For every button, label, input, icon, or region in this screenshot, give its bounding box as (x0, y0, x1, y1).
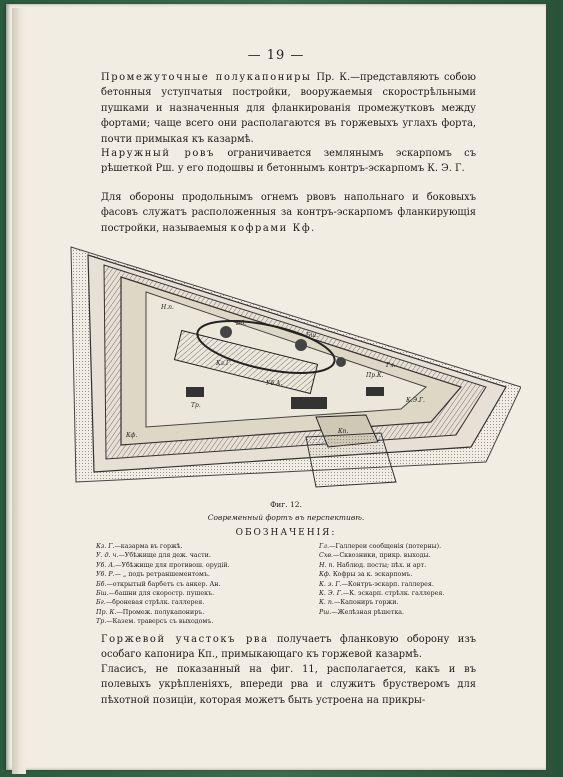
book-page (6, 4, 546, 770)
legend-abbr: Рш. (319, 608, 332, 616)
figure-subtitle: Современный фортъ въ перспективѣ. (207, 513, 365, 522)
legend-item (319, 570, 499, 579)
legend-text: — „ подъ ретраншементомъ. (114, 571, 210, 579)
legend-abbr: К. Э. Г. (319, 590, 343, 598)
figure-label: Уб.А. (266, 380, 283, 387)
legend-abbr: Гл. (319, 543, 330, 550)
legend-item (96, 589, 296, 598)
legend-text: —Казем. траверсъ съ выходомъ. (106, 618, 214, 626)
paragraph-flank-defense (101, 190, 476, 236)
paragraph-semi-caponiers-text: Пр. К.—представляють собою бетонныя уступчатыя постройки, вооружаемыя скорострѣльными пушками и назначенныя для фланкированія промежутковъ между фортами; чаще всего они располагаются въ горжевыхъ углахъ форта, почти примыкая къ казармѣ. (101, 72, 476, 145)
legend-left-column (96, 542, 296, 627)
term-semi-caponiers: Промежуточные полукапониры (101, 72, 312, 83)
figure-label: Бб. (236, 320, 246, 327)
legend-abbr: У. д. ч. (96, 552, 119, 560)
paragraph-outer-ditch (101, 146, 476, 177)
legend-right-column (319, 542, 499, 617)
legend-abbr: Н. п. (319, 561, 335, 569)
term-gorge-ditch: Горжевой участокъ рва (101, 634, 269, 645)
legend-abbr: Уб. Р. (96, 571, 115, 579)
legend-text: —Сквозники, прикр. выходы. (333, 552, 431, 560)
figure-label: Бш. (306, 332, 318, 339)
legend-abbr: К. п. (319, 599, 334, 607)
legend-abbr: Бш. (96, 590, 109, 598)
legend-text: —Убѣжище для противош. орудій. (115, 561, 230, 569)
figure-label: Кф. (126, 432, 138, 439)
legend-text: —Галлереи сообщенія (потерны). (329, 543, 442, 550)
turret-shape (295, 339, 307, 351)
legend-item (96, 542, 296, 551)
legend-item (319, 580, 499, 589)
legend-item (319, 561, 499, 570)
figure-label: Кз.Г. (216, 360, 232, 367)
paragraph-semi-caponiers (101, 70, 476, 147)
turret-shape (220, 326, 232, 338)
paragraph-outer-ditch-text: ограничивается землянымъ эскарпомъ съ рѣшеткой Рш. у его подошвы и бетоннымъ контръ-эскарпомъ К. Э. Г. (101, 148, 476, 175)
legend-item (96, 570, 296, 579)
legend-text: —казарма въ горжѣ. (114, 543, 183, 550)
traverse-shape (291, 397, 327, 409)
legend-text: —башни для скоростр. пушекъ. (108, 590, 215, 598)
legend-item (319, 589, 499, 598)
legend-text: —Промеж. полукапониръ. (116, 608, 205, 616)
legend-item (319, 598, 499, 607)
legend-text: —Контръ-эскарп. галлерея. (341, 580, 434, 588)
legend-abbr: Пр. К. (96, 608, 117, 616)
legend-text: —Капониръ горжи. (333, 599, 399, 607)
paragraph-gorge-ditch (101, 632, 476, 663)
paragraph-glacis-text: Гласисъ, не показанный на фиг. 11, располагается, какъ и въ полевыхъ укрѣпленіяхъ, впереди рва и служитъ брустверомъ для пѣхотной позиціи, которая можетъ быть устроена на прикры- (101, 664, 476, 706)
paragraph-glacis (101, 662, 476, 708)
term-coffers: кофрами Кф. (230, 222, 316, 234)
term-outer-ditch: Наружный ровъ (101, 148, 215, 159)
legend-abbr: Кф. (319, 571, 331, 579)
legend-text: —Убѣжище для деж. части. (118, 552, 211, 560)
legend-text: —броневая стрѣлк. галлерея. (105, 599, 205, 607)
legend-item (96, 561, 296, 570)
legend-item (96, 608, 296, 617)
legend-abbr: Кз. Г. (96, 543, 115, 550)
paragraph-gorge-ditch-text: получаетъ фланковую оборону изъ особаго капонира Кп., примыкающаго къ горжевой казармѣ. (101, 634, 476, 661)
legend-text: Наблюд. посты; пѣх. и арт. (334, 561, 427, 569)
figure-label: Тр. (191, 402, 201, 409)
figure-label: Пр.К. (366, 372, 384, 379)
page-gutter (12, 8, 26, 774)
paragraph-flank-defense-text: Для обороны продольнымъ огнемъ рвовъ напольнаго и боковыхъ фасовъ служатъ расположенныя за контръ-эскарпомъ фланкирующія постройки, называемыя (101, 192, 476, 234)
figure-label: Н.п. (161, 304, 174, 311)
figure-label: Кп. (338, 428, 349, 435)
legend-item (96, 551, 296, 560)
legend-item (96, 617, 296, 626)
legend-abbr: К. э. Г. (319, 580, 342, 588)
legend-abbr: Тр. (96, 618, 107, 626)
caponier-projection-shape (306, 433, 396, 487)
legend-text: —К. эскарп. стрѣлк. галлерея. (342, 590, 445, 598)
legend-text: Кофры за к. эскарпомъ. (330, 571, 413, 579)
figure-title: Фиг. 12. (270, 500, 302, 509)
legend-abbr: Схв. (319, 552, 334, 560)
legend-item (96, 598, 296, 607)
legend-item (319, 551, 499, 560)
figure-label: К.Э.Г. (406, 397, 425, 404)
legend-text: —Желѣзная рѣшетка. (331, 608, 405, 616)
turret-shape (336, 357, 346, 367)
page-number: — 19 — (247, 48, 305, 63)
legend-abbr: Бг. (96, 599, 106, 607)
figure-label: Гл. (386, 362, 396, 369)
legend-item (319, 608, 499, 617)
traverse-shape (366, 387, 384, 396)
legend-item (319, 542, 499, 551)
traverse-shape (186, 387, 204, 397)
legend-abbr: Бб. (96, 580, 107, 588)
legend-abbr: Уб. А. (96, 561, 116, 569)
fort-perspective-figure (66, 237, 521, 499)
legend-item (96, 580, 296, 589)
legend-heading: ОБОЗНАЧЕНІЯ: (235, 528, 337, 538)
legend-text: —открытый барбетъ съ анкер. Ан. (106, 580, 221, 588)
